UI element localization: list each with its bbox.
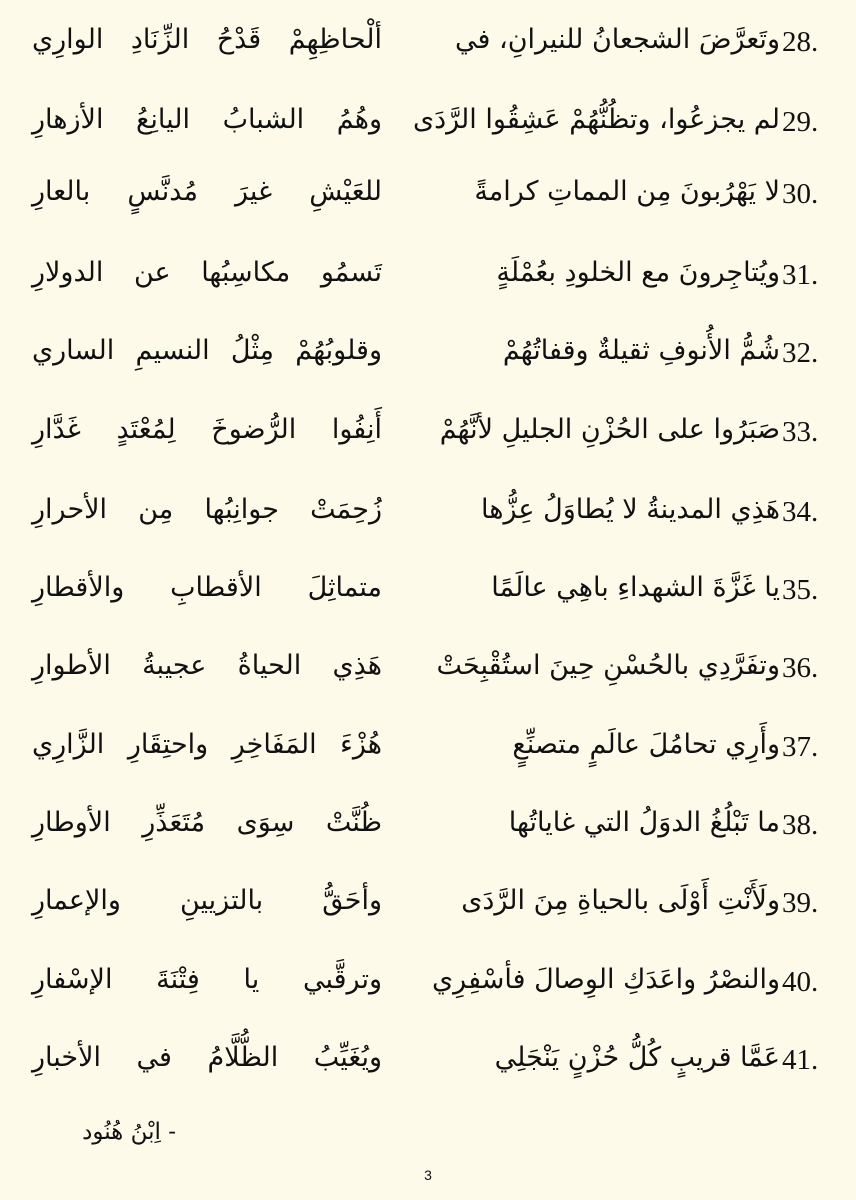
poet-signature: - اِبْنُ هُنُود	[82, 1119, 176, 1145]
verse-number: 30.	[782, 178, 819, 210]
verse-first-hemistich: عَمَّا قريبٍ كُلُّ حُزْنٍ يَنْجَلِي	[494, 1042, 780, 1073]
verse-number: 35.	[782, 574, 819, 606]
verse-second-hemistich: أَنِفُوا الرُّضوخَ لِمُعْتَدٍ غَدَّارِ	[32, 414, 382, 445]
verse-second-hemistich: وترقَّبي يا فِتْنَةَ الإسْفارِ	[32, 964, 382, 995]
verse-number: 28.	[782, 26, 819, 58]
verse-second-hemistich: وقلوبُهُمْ مِثْلُ النسيمِ الساري	[32, 335, 382, 366]
verse-32	[0, 327, 856, 387]
verse-second-hemistich: هُزْءَ المَفَاخِرِ واحتِقَارِ الزَّارِي	[32, 729, 382, 760]
verse-number: 29.	[782, 106, 819, 138]
verse-second-hemistich: ويُغَيِّبُ الظُّلَّامُ في الأخبارِ	[32, 1042, 382, 1073]
verse-number: 38.	[782, 809, 819, 841]
verse-first-hemistich: لم يجزعُوا، وتظُنُّهُمْ عَشِقُوا الرَّدَى	[413, 104, 780, 135]
verse-second-hemistich: للعَيْشِ غيرَ مُدنَّسٍ بالعارِ	[32, 176, 382, 207]
verse-number: 39.	[782, 887, 819, 919]
verse-first-hemistich: وأَرِي تحامُلَ عالَمٍ متصنِّعٍ	[512, 729, 780, 760]
verse-number: 41.	[782, 1044, 819, 1076]
verse-number: 32.	[782, 337, 819, 369]
verse-number: 36.	[782, 652, 819, 684]
verse-first-hemistich: صَبَرُوا على الحُزْنِ الجليلِ لأنَّهُمْ	[439, 414, 780, 445]
verse-first-hemistich: هَذِي المدينةُ لا يُطاوَلُ عِزُّها	[481, 494, 780, 525]
verse-34	[0, 486, 856, 546]
verse-36	[0, 642, 856, 702]
verse-39	[0, 877, 856, 937]
verse-second-hemistich: ظُنَّتْ سِوَى مُتَعَذِّرِ الأوطارِ	[32, 807, 382, 838]
verse-second-hemistich: متماثِلَ الأقطابِ والأقطارِ	[32, 572, 382, 603]
verse-28	[0, 16, 856, 76]
verse-first-hemistich: لا يَهْرُبونَ مِن المماتِ كرامةً	[474, 176, 780, 207]
verse-38	[0, 799, 856, 859]
verse-first-hemistich: شُمُّ الأُنوفِ ثقيلةٌ وقفاتُهُمْ	[502, 335, 780, 366]
verse-31	[0, 249, 856, 309]
verse-first-hemistich: ولَأَنْتِ أَوْلَى بالحياةِ مِنَ الرَّدَى	[461, 885, 780, 916]
verse-second-hemistich: تَسمُو مكاسِبُها عن الدولارِ	[32, 257, 382, 288]
verse-number: 40.	[782, 966, 819, 998]
verse-first-hemistich: ويُتاجِرونَ مع الخلودِ بعُمْلَةٍ	[496, 257, 780, 288]
verse-first-hemistich: ما تَبْلُغُ الدوَلُ التي غاياتُها	[508, 807, 780, 838]
verse-number: 37.	[782, 731, 819, 763]
verse-first-hemistich: وتفَرَّدِي بالحُسْنِ حِينَ استُقْبِحَتْ	[436, 650, 780, 681]
verse-first-hemistich: والنصْرُ واعَدَكِ الوِصالَ فأسْفِرِي	[432, 964, 780, 995]
verse-37	[0, 721, 856, 781]
verse-second-hemistich: وهُمُ الشبابُ اليانِعُ الأزهارِ	[32, 104, 382, 135]
verse-second-hemistich: زُحِمَتْ جوانِبُها مِن الأحرارِ	[32, 494, 382, 525]
verse-33	[0, 406, 856, 466]
verse-29	[0, 96, 856, 156]
verse-35	[0, 564, 856, 624]
verse-30	[0, 168, 856, 228]
verse-first-hemistich: يا غَزَّةَ الشهداءِ باهِي عالَمًا	[491, 572, 780, 603]
verse-number: 33.	[782, 416, 819, 448]
verse-second-hemistich: هَذِي الحياةُ عجيبةُ الأطوارِ	[32, 650, 382, 681]
page-number: 3	[424, 1167, 432, 1183]
verse-41	[0, 1034, 856, 1094]
verse-second-hemistich: ألْحاظِهِمْ قَدْحُ الزِّنَادِ الوارِي	[32, 24, 382, 55]
verse-40	[0, 956, 856, 1016]
verse-second-hemistich: وأحَقُّ بالتزيينِ والإعمارِ	[32, 885, 382, 916]
verse-number: 34.	[782, 496, 819, 528]
verse-first-hemistich: وتَعرَّضَ الشجعانُ للنيرانِ، في	[454, 24, 780, 55]
verse-number: 31.	[782, 259, 819, 291]
